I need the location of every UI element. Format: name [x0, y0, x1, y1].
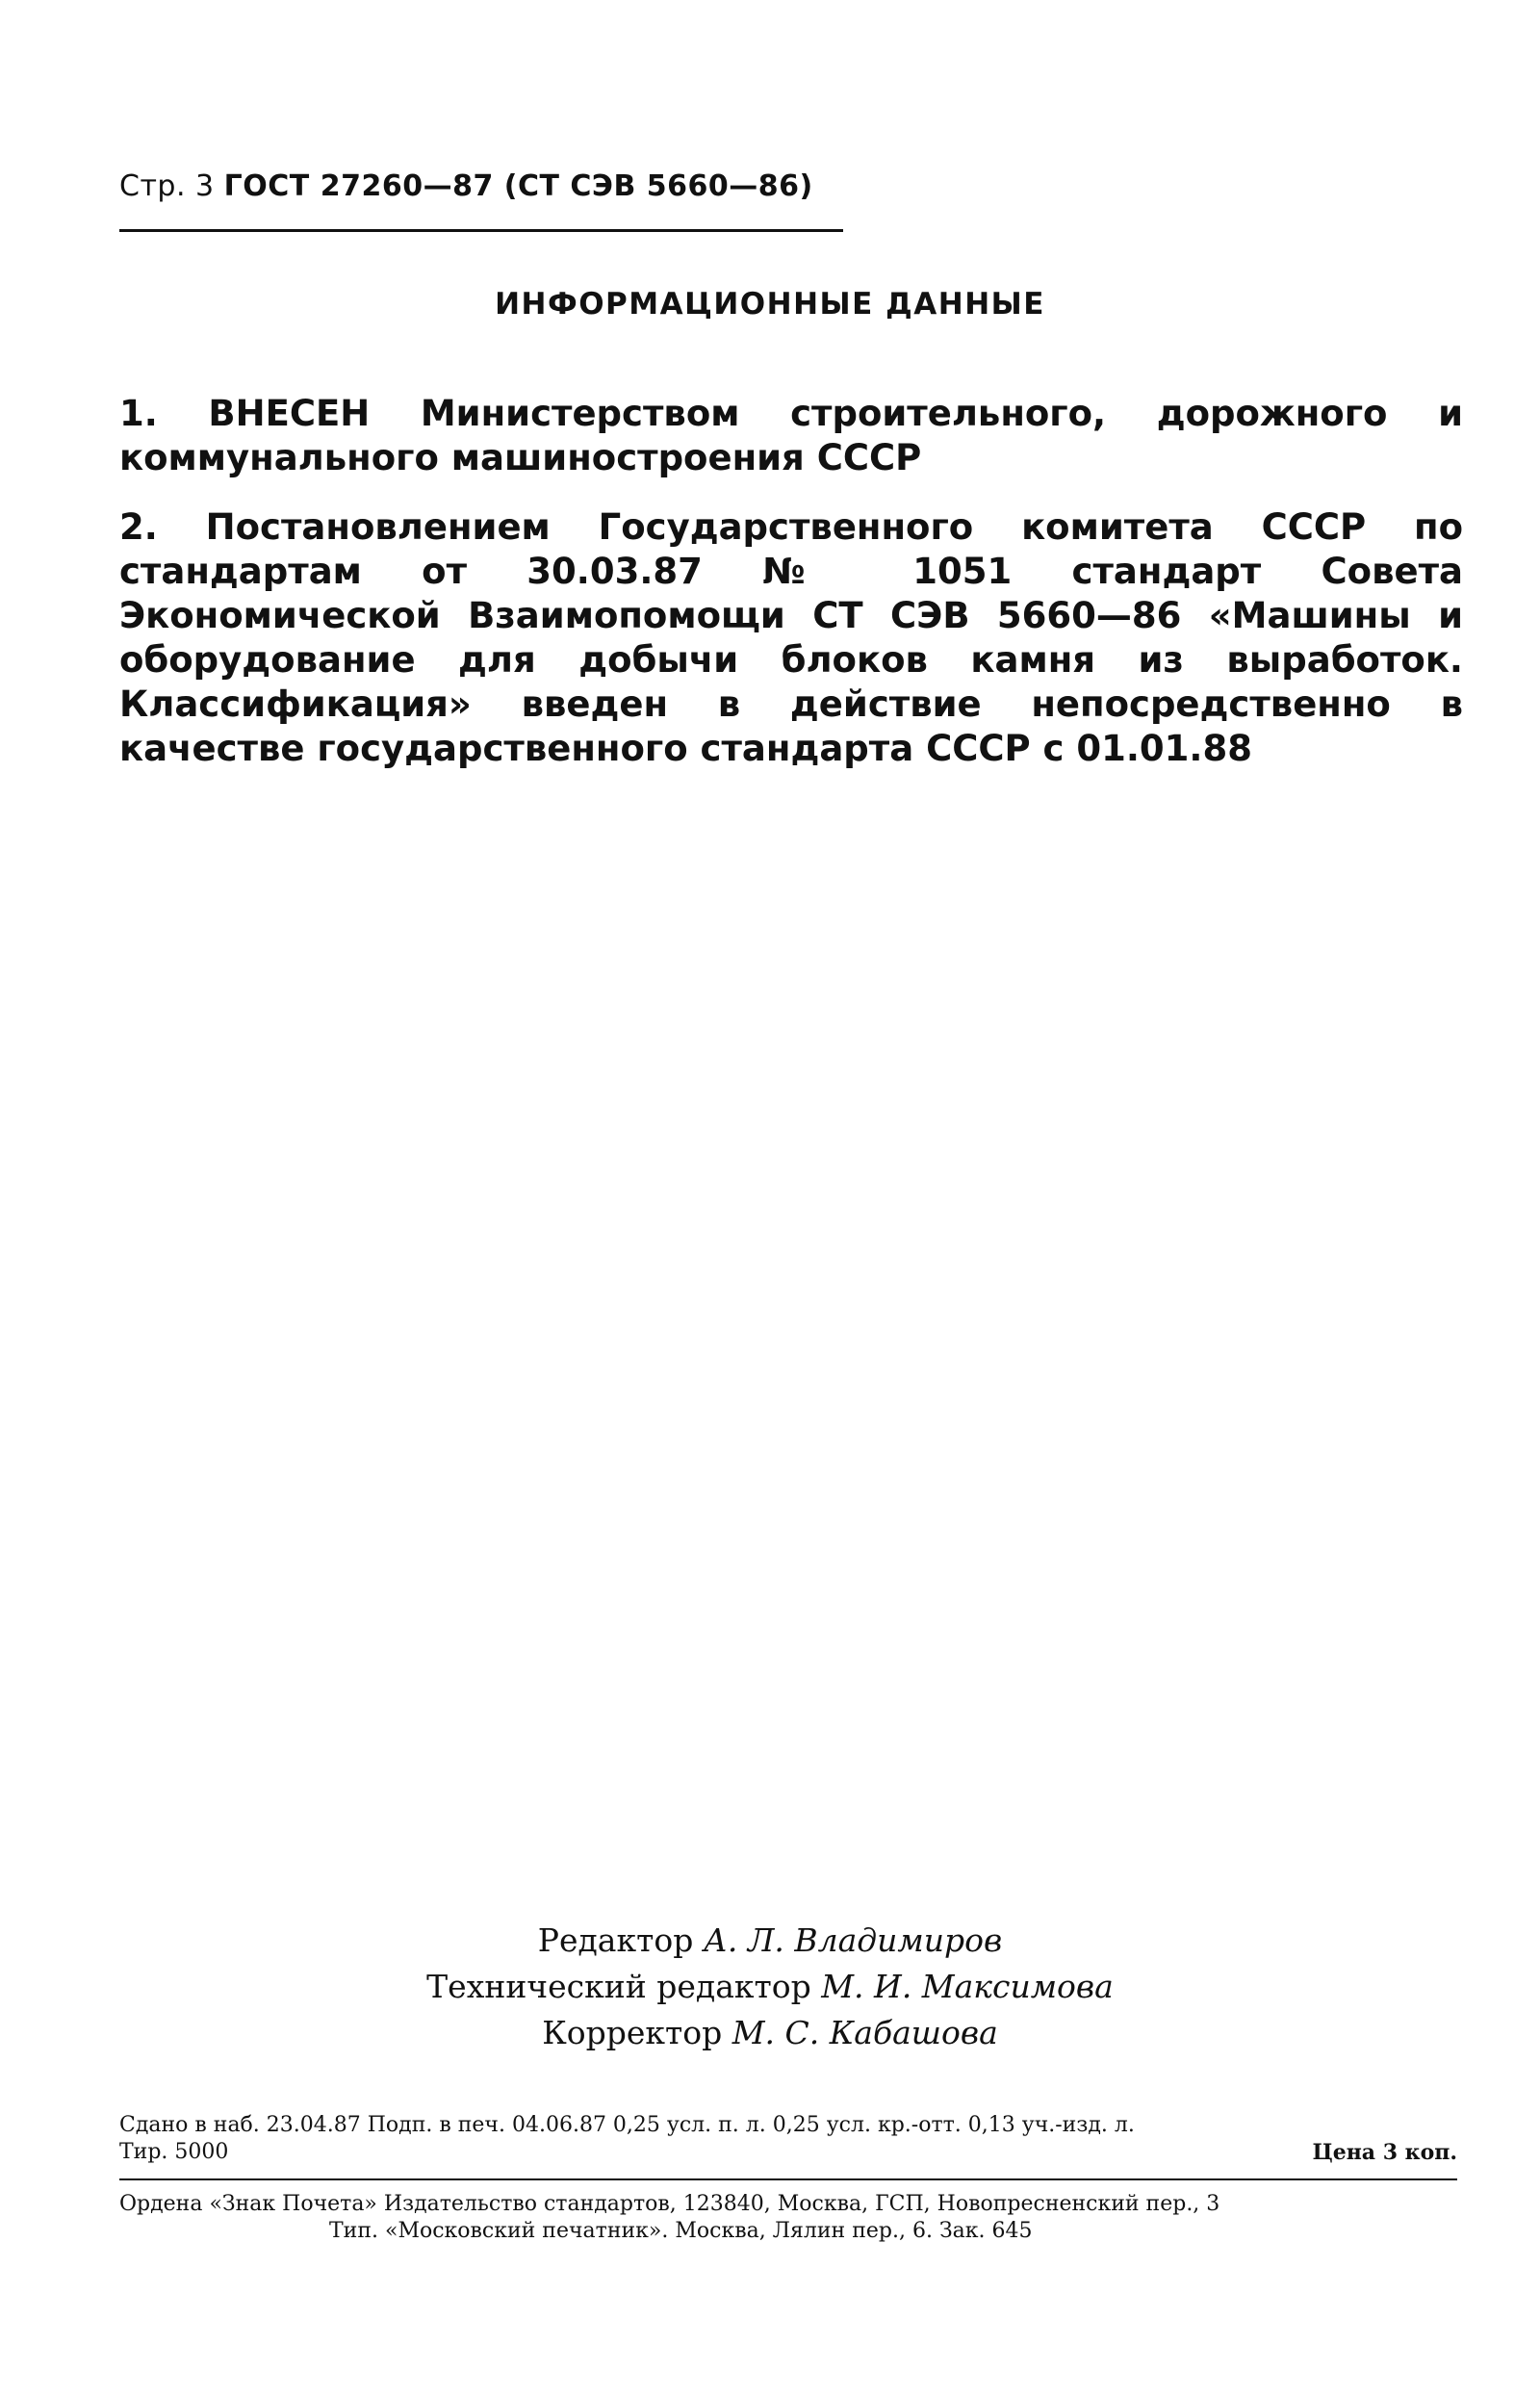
paragraph-resolution: 2. Постановлением Государственного комитета СССР по стандартам от 30.03.87 № 1051 стандарт Совета Экономической Взаимопомощи СТ СЭВ 5660—86 «Машины и оборудование для добычи блоков камня из выработок. Классификация» введен в действие непосредственно в качестве государственного стандарта СССР с 01.01.88: [119, 506, 1463, 769]
credit-technical-editor: [0, 1964, 1540, 2010]
editorial-credits: [0, 1918, 1540, 2056]
credit-role: Корректор: [542, 2014, 723, 2051]
print-details: [119, 2112, 1457, 2166]
circulation-price-row: [119, 2139, 1457, 2166]
circulation: Тир. 5000: [119, 2140, 229, 2164]
page-number-label: Стр. 3: [119, 169, 215, 203]
printer-line: Тип. «Московский печатник». Москва, Лялин пер., 6. Зак. 645: [329, 2219, 1033, 2243]
print-dates-line: Сдано в наб. 23.04.87 Подп. в печ. 04.06.87 0,25 усл. п. л. 0,25 усл. кр.-отт. 0,13 уч.-изд. л.: [119, 2113, 1135, 2137]
paragraph-introduced-by: 1. ВНЕСЕН Министерством строительного, дорожного и коммунального машиностроения СССР: [119, 393, 1463, 478]
credit-name: М. И. Максимова: [821, 1968, 1114, 2005]
standard-code: ГОСТ 27260—87 (СТ СЭВ 5660—86): [223, 169, 813, 203]
page-header: [119, 169, 843, 203]
publisher-line: Ордена «Знак Почета» Издательство стандартов, 123840, Москва, ГСП, Новопресненский пер., 3: [119, 2192, 1220, 2216]
credit-role: Технический редактор: [426, 1968, 811, 2005]
credit-proofreader: [0, 2010, 1540, 2056]
price: Цена 3 коп.: [1312, 2140, 1457, 2165]
credit-editor: [0, 1918, 1540, 1964]
imprint-divider: [119, 2178, 1457, 2180]
credit-name: М. С. Кабашова: [732, 2014, 998, 2051]
header-divider: [119, 229, 843, 232]
credit-name: А. Л. Владимиров: [703, 1921, 1003, 1959]
publisher-details: [119, 2191, 1457, 2245]
credit-role: Редактор: [537, 1921, 694, 1959]
section-title: ИНФОРМАЦИОННЫЕ ДАННЫЕ: [495, 287, 1045, 322]
